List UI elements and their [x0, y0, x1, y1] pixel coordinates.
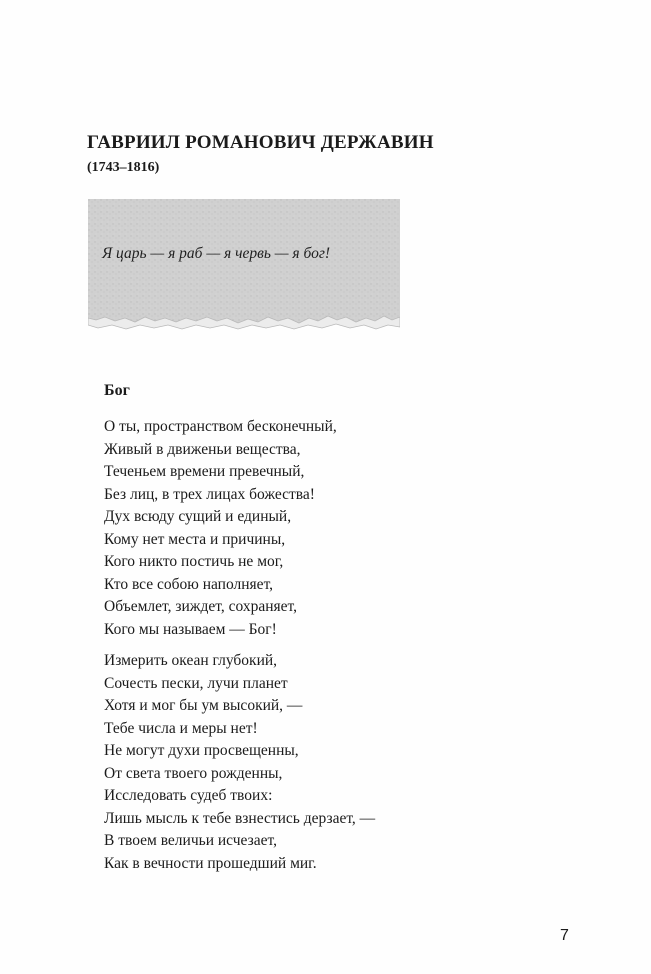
poem-line: Без лиц, в трех лицах божества!	[104, 485, 315, 503]
poem-line: Исследовать судеб твоих:	[104, 787, 273, 804]
poem-line: Объемлет, зиждет, сохраняет,	[104, 598, 298, 615]
poem-line: Измерить океан глубокий,	[104, 652, 278, 669]
poem-line: Живый в движеньи вещества,	[104, 440, 301, 458]
poem-line: Как в вечности прошедший миг.	[104, 854, 317, 872]
poem-line: Теченьем времени превечный,	[104, 463, 305, 480]
poem-line: Не могут духи просвещенны,	[104, 742, 299, 759]
poem-line: Кого никто постичь не мог,	[104, 553, 284, 570]
page-number: 7	[560, 927, 569, 944]
poem-line: Лишь мысль к тебе взнестись дерзает, —	[104, 809, 376, 827]
poem-line: Тебе числа и меры нет!	[104, 719, 258, 737]
poem-line: Кто все собою наполняет,	[104, 575, 274, 593]
author-years: (1743–1816)	[87, 160, 160, 175]
poem-line: Сочесть пески, лучи планет	[104, 674, 288, 692]
poem-line: Кого мы называем — Бог!	[104, 620, 277, 638]
stanza-2	[104, 650, 375, 875]
poem-line: О ты, пространством бесконечный,	[104, 418, 337, 435]
poem-line: Кому нет места и причины,	[104, 530, 286, 548]
author-name: ГАВРИИЛ РОМАНОВИЧ ДЕРЖАВИН	[87, 132, 434, 153]
poem-line: Дух всюду сущий и единый,	[104, 508, 292, 525]
poem-line: В твоем величьи исчезает,	[104, 832, 277, 849]
poem-line: Хотя и мог бы ум высокий, —	[104, 697, 303, 714]
stanza-1	[104, 416, 337, 641]
torn-paper-background	[88, 199, 400, 331]
epigraph-text: Я царь — я раб — я червь — я бог!	[102, 245, 331, 262]
poem-line: От света твоего рожденны,	[104, 764, 283, 782]
poem-title: Бог	[104, 382, 130, 399]
epigraph-box	[88, 199, 400, 331]
